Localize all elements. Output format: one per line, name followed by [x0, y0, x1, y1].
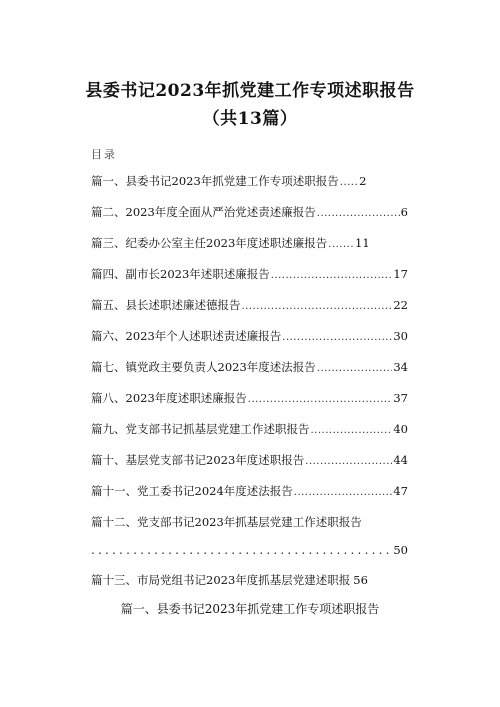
document-title: 县委书记2023年抓党建工作专项述职报告 [85, 81, 415, 101]
toc-entry-leader [248, 394, 393, 405]
toc-entry-page: 22 [393, 298, 408, 312]
toc-entry-leader [294, 487, 393, 498]
toc-entry-10[interactable] [91, 452, 408, 470]
toc-entry-9[interactable] [91, 421, 408, 439]
toc-entry-leader [317, 208, 400, 219]
toc-entry-page: 6 [400, 205, 408, 219]
toc-entry-page: 11 [355, 236, 370, 250]
toc-entry-11[interactable] [91, 483, 408, 501]
toc-entry-label: 篇七、镇党政主要负责人2023年度述法报告 [91, 360, 316, 374]
toc-heading: 目录 [91, 148, 117, 161]
toc-entry-label: 篇二、2023年度全面从严治党述责述廉报告 [91, 205, 316, 219]
toc-entry-7[interactable] [91, 359, 408, 377]
toc-entry-1[interactable] [91, 173, 408, 191]
toc-entry-label: 篇十三、市局党组书记2023年度抓基层党建述职报 [91, 573, 351, 587]
toc-entry-page: 30 [393, 329, 408, 343]
toc-entry-page: 2 [359, 174, 367, 188]
toc-entry-page: 50 [393, 543, 408, 557]
toc-entry-page: 34 [393, 360, 408, 374]
toc-entry-leader [305, 456, 392, 467]
document-subtitle: （共13篇） [202, 109, 298, 129]
toc-entry-4[interactable] [91, 266, 408, 284]
toc-entry-label: 篇八、2023年度述职述廉报告 [91, 391, 247, 405]
toc-entry-leader: ..... [339, 177, 359, 188]
toc-entry-2[interactable] [91, 204, 408, 222]
toc-entry-3[interactable] [91, 235, 408, 253]
toc-entry-leader [242, 301, 393, 312]
toc-entry-page: 56 [353, 573, 368, 587]
toc-entry-label: 篇五、县长述职述廉述德报告 [91, 298, 241, 312]
toc-entry-label: 篇三、纪委办公室主任2023年度述职述廉报告 [91, 236, 328, 250]
toc-entry-5[interactable] [91, 297, 408, 315]
section-heading: 篇一、县委书记2023年抓党建工作专项述职报告 [120, 602, 380, 616]
toc-entry-leader [282, 332, 392, 343]
toc-entry-12[interactable] [91, 514, 408, 532]
toc-entry-page: 17 [393, 267, 408, 281]
toc-entry-12-leader-line[interactable] [91, 543, 408, 561]
toc-entry-6[interactable] [91, 328, 408, 346]
toc-entry-label: 篇十二、党支部书记2023年抓基层党建工作述职报告 [91, 515, 362, 529]
toc-entry-leader [317, 363, 393, 374]
toc-entry-8[interactable] [91, 390, 408, 408]
toc-entry-page: 47 [393, 484, 408, 498]
toc-entry-label: 篇一、县委书记2023年抓党建工作专项述职报告 [91, 174, 339, 188]
toc-entry-leader [311, 425, 393, 436]
toc-entry-label: 篇十一、党工委书记2024年度述法报告 [91, 484, 293, 498]
toc-entry-leader [271, 270, 393, 281]
toc-entry-leader: ....... [328, 239, 355, 250]
toc-entry-label: 篇四、副市长2023年述职述廉报告 [91, 267, 270, 281]
toc-entry-label: 篇九、党支部书记抓基层党建工作述职报告 [91, 422, 310, 436]
toc-entry-page: 44 [393, 453, 408, 467]
toc-entry-label: 篇六、2023年个人述职述责述廉报告 [91, 329, 282, 343]
toc-entry-13[interactable] [91, 572, 408, 590]
toc-entry-page: 40 [393, 422, 408, 436]
toc-entry-leader [91, 543, 393, 557]
toc-entry-page: 37 [393, 391, 408, 405]
toc-entry-label: 篇十、基层党支部书记2023年度述职报告 [91, 453, 305, 467]
